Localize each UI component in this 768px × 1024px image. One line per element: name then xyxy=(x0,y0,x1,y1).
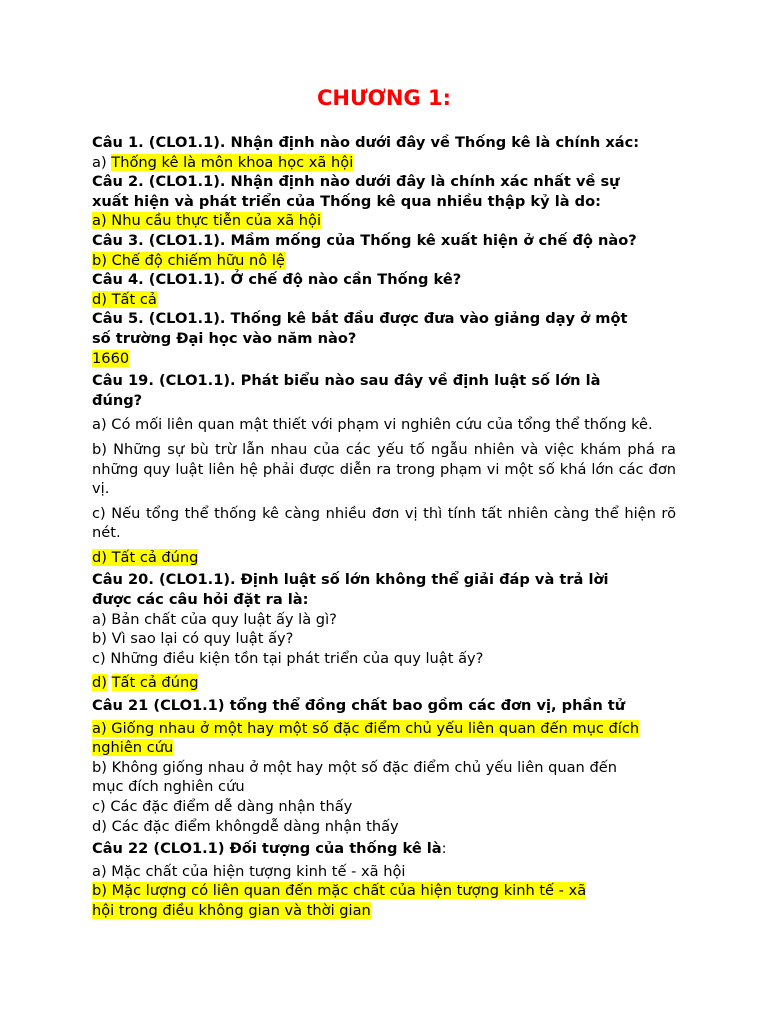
chapter-title: CHƯƠNG 1: xyxy=(316,86,451,110)
answer-20-highlight: Tất cả đúng xyxy=(111,674,199,692)
answer-3-highlight: b) Chế độ chiếm hữu nô lệ xyxy=(92,251,285,269)
question-22-colon: : xyxy=(441,840,447,858)
question-22-option-a: a) Mặc chất của hiện tượng kinh tế - xã hội xyxy=(92,862,406,880)
question-21-option-c: c) Các đặc điểm dễ dàng nhận thấy xyxy=(92,798,353,815)
answer-20 xyxy=(92,673,676,693)
answer-1-prefix: a) xyxy=(92,153,107,171)
question-21: Câu 21 (CLO1.1) tổng thể đồng chất bao gồm các đơn vị, phần tử xyxy=(92,697,626,715)
question-19-option-c: c) Nếu tổng thể thống kê càng nhiều đơn vị thì tính tất nhiên càng thể hiện rõ nét. xyxy=(92,504,676,542)
question-2-line-1: Câu 2. (CLO1.1). Nhận định nào dưới đây là chính xác nhất về sự xyxy=(92,173,620,191)
question-20-line-2: được các câu hỏi đặt ra là: xyxy=(92,591,309,609)
question-20-option-b: b) Vì sao lại có quy luật ấy? xyxy=(92,630,294,648)
question-list xyxy=(92,133,676,921)
question-19-option-b: b) Những sự bù trừ lẫn nhau của các yếu tố ngẫu nhiên và việc khám phá ra những quy luật liên hệ phải được diễn ra trong phạm vi một số khá lớn các đơn vị. xyxy=(92,440,676,498)
question-19-line-2: đúng? xyxy=(92,391,143,409)
question-3: Câu 3. (CLO1.1). Mầm mống của Thống kê xuất hiện ở chế độ nào? xyxy=(92,231,637,249)
question-20-option-c: c) Những điều kiện tồn tại phát triển của quy luật ấy? xyxy=(92,649,484,667)
question-21-option-d: d) Các đặc điểm khôngdễ dàng nhận thấy xyxy=(92,817,399,835)
question-21-option-b-line-2: mục đích nghiên cứu xyxy=(92,778,245,796)
answer-20-prefix: d) xyxy=(92,674,107,692)
question-1: Câu 1. (CLO1.1). Nhận định nào dưới đây về Thống kê là chính xác: xyxy=(92,134,640,151)
answer-1 xyxy=(92,153,676,173)
question-4: Câu 4. (CLO1.1). Ở chế độ nào cần Thống kê? xyxy=(92,271,462,289)
question-2-line-2: xuất hiện và phát triển của Thống kê qua nhiều thập kỷ là do: xyxy=(92,192,601,210)
question-21-option-b-line-1: b) Không giống nhau ở một hay một số đặc điểm chủ yếu liên quan đến xyxy=(92,758,617,776)
question-5-line-2: số trường Đại học vào năm nào? xyxy=(92,329,357,347)
question-5-line-1: Câu 5. (CLO1.1). Thống kê bắt đầu được đưa vào giảng dạy ở một xyxy=(92,310,628,328)
answer-4-highlight: d) Tất cả xyxy=(92,290,157,308)
answer-22-highlight-line-2: hội trong điều không gian và thời gian xyxy=(92,901,371,919)
answer-21-highlight-line-2: nghiên cứu xyxy=(92,739,174,757)
answer-19-highlight: d) Tất cả đúng xyxy=(92,548,199,566)
question-19-option-a: a) Có mối liên quan mật thiết với phạm vi nghiên cứu của tổng thể thống kê. xyxy=(92,416,653,434)
answer-21-highlight-line-1: a) Giống nhau ở một hay một số đặc điểm chủ yếu liên quan đến mục đích xyxy=(92,719,640,737)
answer-5-highlight: 1660 xyxy=(92,349,130,367)
answer-2-highlight: a) Nhu cầu thực tiễn của xã hội xyxy=(92,212,322,230)
answer-1-highlight: Thống kê là môn khoa học xã hội xyxy=(111,153,354,171)
question-22 xyxy=(92,839,676,859)
question-19-line-1: Câu 19. (CLO1.1). Phát biểu nào sau đây về định luật số lớn là xyxy=(92,372,601,390)
question-20-line-1: Câu 20. (CLO1.1). Định luật số lớn không thể giải đáp và trả lời xyxy=(92,571,609,589)
answer-22-highlight-line-1: b) Mặc lượng có liên quan đến mặc chất của hiện tượng kinh tế - xã xyxy=(92,882,587,900)
question-20-option-a: a) Bản chất của quy luật ấy là gì? xyxy=(92,610,337,628)
question-22-text: Câu 22 (CLO1.1) Đối tượng của thống kê là xyxy=(92,840,442,858)
